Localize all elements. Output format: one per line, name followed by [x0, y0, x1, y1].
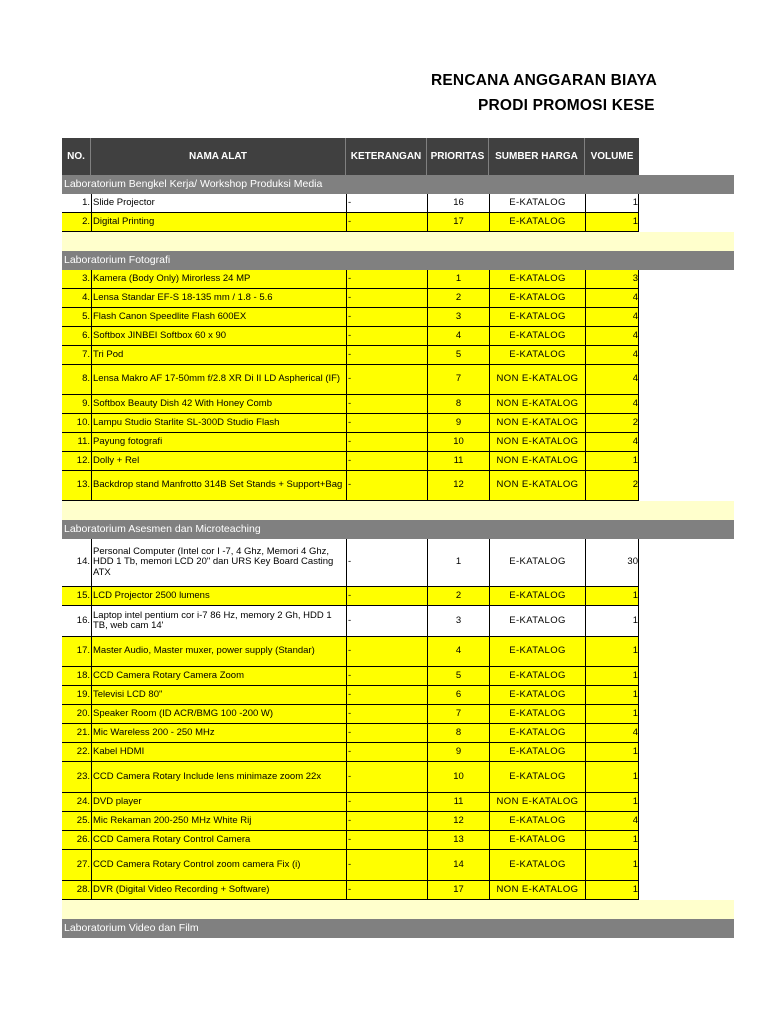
item-keterangan: - — [346, 194, 427, 213]
item-volume: 1 — [585, 637, 639, 667]
item-number: 18. — [62, 667, 91, 686]
section-header-row — [62, 251, 734, 270]
item-prioritas: 14 — [427, 850, 489, 881]
item-number: 11. — [62, 433, 91, 452]
table-row — [62, 587, 639, 606]
item-name: Mic Rekaman 200-250 MHz White Rij — [91, 812, 346, 831]
item-volume: 1 — [585, 743, 639, 762]
item-keterangan: - — [346, 705, 427, 724]
item-number: 5. — [62, 308, 91, 327]
item-volume: 1 — [585, 452, 639, 471]
item-volume: 4 — [585, 365, 639, 395]
blank-cell — [62, 232, 734, 251]
budget-table — [62, 138, 734, 958]
item-keterangan: - — [346, 667, 427, 686]
table-row — [62, 289, 639, 308]
item-name: Kabel HDMI — [91, 743, 346, 762]
item-name: Softbox JINBEI Softbox 60 x 90 — [91, 327, 346, 346]
item-prioritas: 16 — [427, 194, 489, 213]
table-row — [62, 213, 639, 232]
item-name: CCD Camera Rotary Control zoom camera Fix (i) — [91, 850, 346, 881]
item-number: 1. — [62, 194, 91, 213]
item-volume: 2 — [585, 471, 639, 501]
item-keterangan: - — [346, 762, 427, 793]
item-volume: 4 — [585, 308, 639, 327]
item-keterangan: - — [346, 452, 427, 471]
item-keterangan: - — [346, 812, 427, 831]
item-keterangan: - — [346, 395, 427, 414]
item-number: 26. — [62, 831, 91, 850]
item-prioritas: 7 — [427, 705, 489, 724]
item-volume: 1 — [585, 793, 639, 812]
item-name: Televisi LCD 80" — [91, 686, 346, 705]
item-number: 12. — [62, 452, 91, 471]
item-number: 9. — [62, 395, 91, 414]
item-prioritas: 3 — [427, 308, 489, 327]
item-keterangan: - — [346, 724, 427, 743]
item-volume: 1 — [585, 850, 639, 881]
item-number: 6. — [62, 327, 91, 346]
item-prioritas: 10 — [427, 762, 489, 793]
item-sumber-harga: E-KATALOG — [489, 270, 585, 289]
item-volume: 4 — [585, 395, 639, 414]
item-number: 24. — [62, 793, 91, 812]
item-keterangan: - — [346, 539, 427, 587]
item-name: Personal Computer (Intel cor I -7, 4 Ghz, Memori 4 Ghz, HDD 1 Tb, memori LCD 20" dan URS Key Board Casting ATX — [91, 539, 346, 587]
item-volume: 1 — [585, 705, 639, 724]
item-sumber-harga: E-KATALOG — [489, 289, 585, 308]
table-row — [62, 606, 639, 637]
item-volume: 1 — [585, 667, 639, 686]
item-name: Lensa Standar EF-S 18-135 mm / 1.8 - 5.6 — [91, 289, 346, 308]
item-prioritas: 9 — [427, 743, 489, 762]
item-number: 19. — [62, 686, 91, 705]
item-sumber-harga: NON E-KATALOG — [489, 365, 585, 395]
item-sumber-harga: E-KATALOG — [489, 327, 585, 346]
item-number: 15. — [62, 587, 91, 606]
item-number: 27. — [62, 850, 91, 881]
item-number: 3. — [62, 270, 91, 289]
item-name: Backdrop stand Manfrotto 314B Set Stands + Support+Bag — [91, 471, 346, 501]
item-volume: 4 — [585, 327, 639, 346]
item-keterangan: - — [346, 270, 427, 289]
item-sumber-harga: E-KATALOG — [489, 637, 585, 667]
item-name: CCD Camera Rotary Control Camera — [91, 831, 346, 850]
item-sumber-harga: E-KATALOG — [489, 308, 585, 327]
table-row — [62, 194, 639, 213]
table-row — [62, 433, 639, 452]
item-volume: 1 — [585, 686, 639, 705]
item-number: 20. — [62, 705, 91, 724]
item-volume: 1 — [585, 881, 639, 900]
item-volume: 4 — [585, 724, 639, 743]
item-keterangan: - — [346, 637, 427, 667]
item-prioritas: 5 — [427, 346, 489, 365]
item-name: Master Audio, Master muxer, power supply (Standar) — [91, 637, 346, 667]
table-row — [62, 686, 639, 705]
document-subtitle: PRODI PROMOSI KESE — [478, 97, 655, 114]
item-prioritas: 8 — [427, 395, 489, 414]
item-prioritas: 4 — [427, 637, 489, 667]
item-volume: 4 — [585, 289, 639, 308]
item-name: Mic Wareless 200 - 250 MHz — [91, 724, 346, 743]
item-keterangan: - — [346, 213, 427, 232]
item-volume: 1 — [585, 606, 639, 637]
item-keterangan: - — [346, 346, 427, 365]
item-sumber-harga: E-KATALOG — [489, 346, 585, 365]
item-sumber-harga: E-KATALOG — [489, 587, 585, 606]
item-number: 13. — [62, 471, 91, 501]
table-row — [62, 831, 639, 850]
item-volume: 4 — [585, 433, 639, 452]
item-number: 21. — [62, 724, 91, 743]
item-name: Lensa Makro AF 17-50mm f/2.8 XR Di II LD Aspherical (IF) — [91, 365, 346, 395]
item-volume: 1 — [585, 194, 639, 213]
item-keterangan: - — [346, 831, 427, 850]
item-name: Speaker Room (ID ACR/BMG 100 -200 W) — [91, 705, 346, 724]
table-row — [62, 724, 639, 743]
item-number: 8. — [62, 365, 91, 395]
table-row — [62, 850, 639, 881]
table-row — [62, 705, 639, 724]
item-sumber-harga: E-KATALOG — [489, 850, 585, 881]
table-row — [62, 365, 639, 395]
table-row — [62, 346, 639, 365]
item-prioritas: 1 — [427, 539, 489, 587]
item-sumber-harga: E-KATALOG — [489, 194, 585, 213]
item-number: 28. — [62, 881, 91, 900]
item-keterangan: - — [346, 433, 427, 452]
item-prioritas: 17 — [427, 213, 489, 232]
item-sumber-harga: E-KATALOG — [489, 812, 585, 831]
item-sumber-harga: NON E-KATALOG — [489, 395, 585, 414]
item-prioritas: 5 — [427, 667, 489, 686]
item-name: DVR (Digital Video Recording + Software) — [91, 881, 346, 900]
item-keterangan: - — [346, 587, 427, 606]
item-sumber-harga: NON E-KATALOG — [489, 452, 585, 471]
item-prioritas: 1 — [427, 270, 489, 289]
blank-row — [62, 900, 734, 919]
item-keterangan: - — [346, 365, 427, 395]
header-no: NO. — [62, 138, 91, 175]
item-keterangan: - — [346, 606, 427, 637]
item-number: 7. — [62, 346, 91, 365]
blank-row — [62, 501, 734, 520]
item-keterangan: - — [346, 686, 427, 705]
item-prioritas: 4 — [427, 327, 489, 346]
section-label: Laboratorium Video dan Film — [62, 919, 734, 938]
item-prioritas: 6 — [427, 686, 489, 705]
item-sumber-harga: E-KATALOG — [489, 724, 585, 743]
table-row — [62, 793, 639, 812]
item-sumber-harga: E-KATALOG — [489, 213, 585, 232]
item-number: 2. — [62, 213, 91, 232]
item-sumber-harga: NON E-KATALOG — [489, 881, 585, 900]
header-volume: VOLUME — [585, 138, 639, 175]
item-number: 22. — [62, 743, 91, 762]
item-name: Tri Pod — [91, 346, 346, 365]
item-name: CCD Camera Rotary Include lens minimaze zoom 22x — [91, 762, 346, 793]
blank-row — [62, 232, 734, 251]
item-keterangan: - — [346, 471, 427, 501]
table-row — [62, 414, 639, 433]
item-volume: 1 — [585, 587, 639, 606]
item-number: 23. — [62, 762, 91, 793]
item-prioritas: 7 — [427, 365, 489, 395]
table-row — [62, 270, 639, 289]
item-prioritas: 11 — [427, 793, 489, 812]
item-sumber-harga: E-KATALOG — [489, 667, 585, 686]
item-number: 16. — [62, 606, 91, 637]
item-keterangan: - — [346, 850, 427, 881]
header-sumber-harga: SUMBER HARGA — [489, 138, 585, 175]
item-prioritas: 11 — [427, 452, 489, 471]
table-row — [62, 308, 639, 327]
blank-cell — [62, 501, 734, 520]
item-sumber-harga: NON E-KATALOG — [489, 793, 585, 812]
section-label: Laboratorium Bengkel Kerja/ Workshop Produksi Media — [62, 175, 734, 194]
item-name: Kamera (Body Only) Mirorless 24 MP — [91, 270, 346, 289]
item-prioritas: 12 — [427, 812, 489, 831]
item-keterangan: - — [346, 327, 427, 346]
item-sumber-harga: E-KATALOG — [489, 686, 585, 705]
item-sumber-harga: E-KATALOG — [489, 743, 585, 762]
section-header-row — [62, 919, 734, 938]
item-prioritas: 10 — [427, 433, 489, 452]
table-row — [62, 471, 639, 501]
item-sumber-harga: NON E-KATALOG — [489, 471, 585, 501]
header-nama-alat: NAMA ALAT — [91, 138, 346, 175]
table-row — [62, 743, 639, 762]
item-number: 10. — [62, 414, 91, 433]
table-header-row — [62, 138, 639, 175]
item-keterangan: - — [346, 289, 427, 308]
item-volume: 2 — [585, 414, 639, 433]
item-keterangan: - — [346, 743, 427, 762]
item-sumber-harga: E-KATALOG — [489, 606, 585, 637]
item-sumber-harga: E-KATALOG — [489, 831, 585, 850]
table-row — [62, 637, 639, 667]
document-title: RENCANA ANGGARAN BIAYA — [431, 72, 658, 89]
item-name: CCD Camera Rotary Camera Zoom — [91, 667, 346, 686]
item-prioritas: 12 — [427, 471, 489, 501]
header-prioritas: PRIORITAS — [427, 138, 489, 175]
item-keterangan: - — [346, 308, 427, 327]
item-number: 4. — [62, 289, 91, 308]
item-name: Digital Printing — [91, 213, 346, 232]
item-prioritas: 2 — [427, 289, 489, 308]
item-name: Lampu Studio Starlite SL-300D Studio Flash — [91, 414, 346, 433]
item-sumber-harga: E-KATALOG — [489, 762, 585, 793]
item-volume: 4 — [585, 346, 639, 365]
item-sumber-harga: E-KATALOG — [489, 539, 585, 587]
table-row — [62, 327, 639, 346]
item-number: 25. — [62, 812, 91, 831]
blank-cell — [62, 900, 734, 919]
section-header-row — [62, 520, 734, 539]
item-prioritas: 8 — [427, 724, 489, 743]
item-sumber-harga: NON E-KATALOG — [489, 433, 585, 452]
item-prioritas: 13 — [427, 831, 489, 850]
item-name: Flash Canon Speedlite Flash 600EX — [91, 308, 346, 327]
item-keterangan: - — [346, 881, 427, 900]
item-volume: 3 — [585, 270, 639, 289]
item-volume: 1 — [585, 831, 639, 850]
item-name: Laptop intel pentium cor i-7 86 Hz, memory 2 Gh, HDD 1 TB, web cam 14' — [91, 606, 346, 637]
table-row — [62, 452, 639, 471]
item-sumber-harga: E-KATALOG — [489, 705, 585, 724]
item-name: DVD player — [91, 793, 346, 812]
header-keterangan: KETERANGAN — [346, 138, 427, 175]
table-row — [62, 812, 639, 831]
item-keterangan: - — [346, 414, 427, 433]
table-row — [62, 881, 639, 900]
item-prioritas: 17 — [427, 881, 489, 900]
item-volume: 4 — [585, 812, 639, 831]
table-row — [62, 667, 639, 686]
table-row — [62, 539, 639, 587]
item-keterangan: - — [346, 793, 427, 812]
section-label: Laboratorium Fotografi — [62, 251, 734, 270]
item-volume: 30 — [585, 539, 639, 587]
table-row — [62, 395, 639, 414]
item-name: LCD Projector 2500 lumens — [91, 587, 346, 606]
section-header-row — [62, 175, 734, 194]
item-volume: 1 — [585, 213, 639, 232]
item-name: Payung fotografi — [91, 433, 346, 452]
item-volume: 1 — [585, 762, 639, 793]
item-prioritas: 9 — [427, 414, 489, 433]
item-prioritas: 3 — [427, 606, 489, 637]
item-prioritas: 2 — [427, 587, 489, 606]
section-label: Laboratorium Asesmen dan Microteaching — [62, 520, 734, 539]
table-row — [62, 762, 639, 793]
item-sumber-harga: NON E-KATALOG — [489, 414, 585, 433]
item-name: Slide Projector — [91, 194, 346, 213]
item-number: 14. — [62, 539, 91, 587]
item-name: Softbox Beauty Dish 42 With Honey Comb — [91, 395, 346, 414]
item-number: 17. — [62, 637, 91, 667]
item-name: Dolly + Rel — [91, 452, 346, 471]
